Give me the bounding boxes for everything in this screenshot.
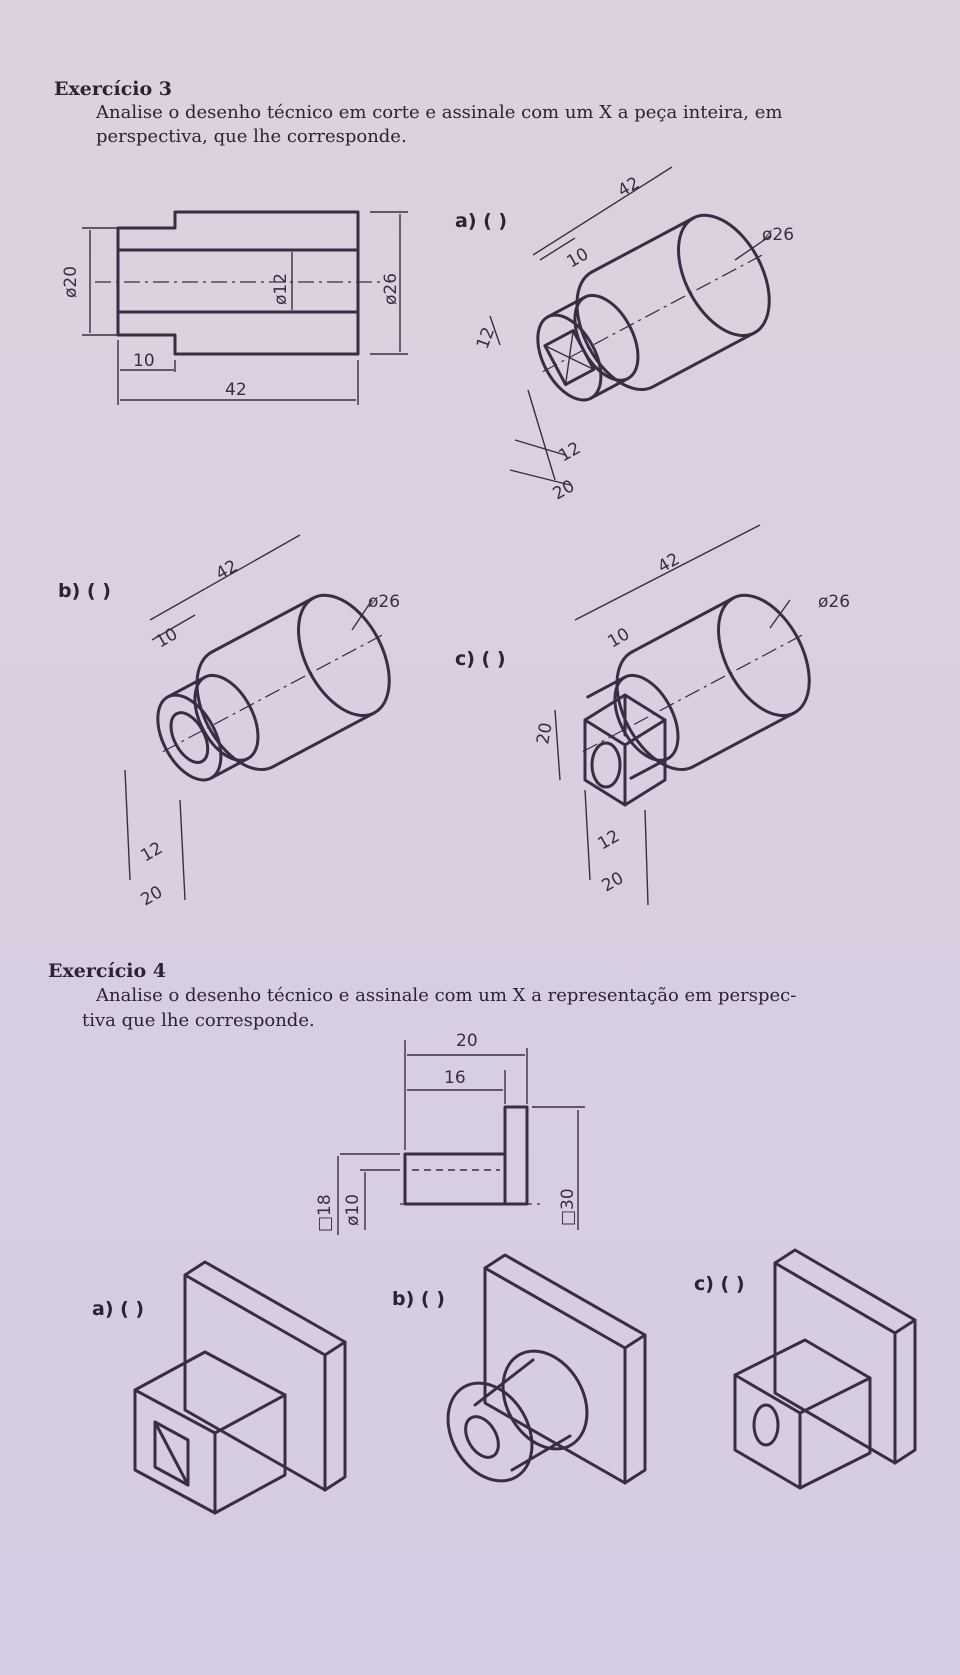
dim-l42: 42 bbox=[225, 380, 247, 400]
ex4-option-c-drawing bbox=[735, 1250, 915, 1488]
exercise-3-title: Exercício 3 bbox=[54, 78, 172, 100]
ex3-c-dim-20-side: 20 bbox=[533, 721, 557, 746]
ex3-b-dim-d26: ø26 bbox=[368, 592, 401, 612]
dim-l10: 10 bbox=[133, 351, 155, 371]
exercise-3-instruction-line-1: Analise o desenho técnico em corte e assinale com um X a peça inteira, em bbox=[96, 102, 783, 123]
ex4-option-b-drawing bbox=[431, 1255, 645, 1496]
ex4-dim-16: 16 bbox=[444, 1068, 466, 1088]
ex3-b-dim-20: 20 bbox=[137, 882, 167, 911]
ex4-option-a-checkbox[interactable]: a) ( ) bbox=[92, 1298, 145, 1320]
ex3-a-dim-10: 10 bbox=[563, 244, 593, 273]
ex4-dim-d10: ø10 bbox=[343, 1193, 363, 1226]
dim-d20: ø20 bbox=[61, 265, 81, 298]
ex3-option-a-checkbox[interactable]: a) ( ) bbox=[455, 210, 508, 232]
dim-d12: ø12 bbox=[271, 272, 291, 305]
ex3-c-dim-d26: ø26 bbox=[818, 592, 851, 612]
ex4-option-a-drawing bbox=[135, 1262, 345, 1513]
ex3-c-dim-20: 20 bbox=[598, 868, 628, 897]
ex3-option-b-checkbox[interactable]: b) ( ) bbox=[58, 580, 111, 602]
ex3-a-dim-20: 20 bbox=[549, 476, 579, 505]
ex4-option-c-checkbox[interactable]: c) ( ) bbox=[694, 1273, 745, 1295]
exercise-4-instruction-line-1: Analise o desenho técnico e assinale com um X a representação em perspec- bbox=[96, 985, 797, 1006]
exercise-3-instruction-line-2: perspectiva, que lhe corresponde. bbox=[96, 126, 407, 147]
ex3-c-dim-10: 10 bbox=[604, 624, 634, 653]
ex3-option-c-checkbox[interactable]: c) ( ) bbox=[455, 648, 506, 670]
ex4-dim-sq18: □18 bbox=[315, 1194, 335, 1232]
ex3-c-dim-42: 42 bbox=[654, 549, 684, 578]
ex3-c-dim-12: 12 bbox=[594, 826, 624, 855]
dim-d26: ø26 bbox=[381, 272, 401, 305]
ex4-dim-sq30: □30 bbox=[558, 1188, 578, 1226]
exercise-4-title: Exercício 4 bbox=[48, 960, 166, 982]
ex3-a-dim-12: 12 bbox=[555, 438, 585, 467]
ex4-dim-20: 20 bbox=[456, 1031, 478, 1051]
ex3-b-dim-42: 42 bbox=[212, 556, 242, 585]
ex3-b-dim-10: 10 bbox=[152, 624, 182, 653]
ex3-a-dim-42: 42 bbox=[614, 173, 644, 202]
ex3-a-dim-12-side: 12 bbox=[472, 324, 500, 352]
ex3-b-dim-12: 12 bbox=[137, 838, 167, 867]
ex4-option-b-checkbox[interactable]: b) ( ) bbox=[392, 1288, 445, 1310]
exercise-4-instruction-line-2: tiva que lhe corresponde. bbox=[82, 1010, 315, 1031]
ex3-a-dim-d26: ø26 bbox=[762, 225, 795, 245]
